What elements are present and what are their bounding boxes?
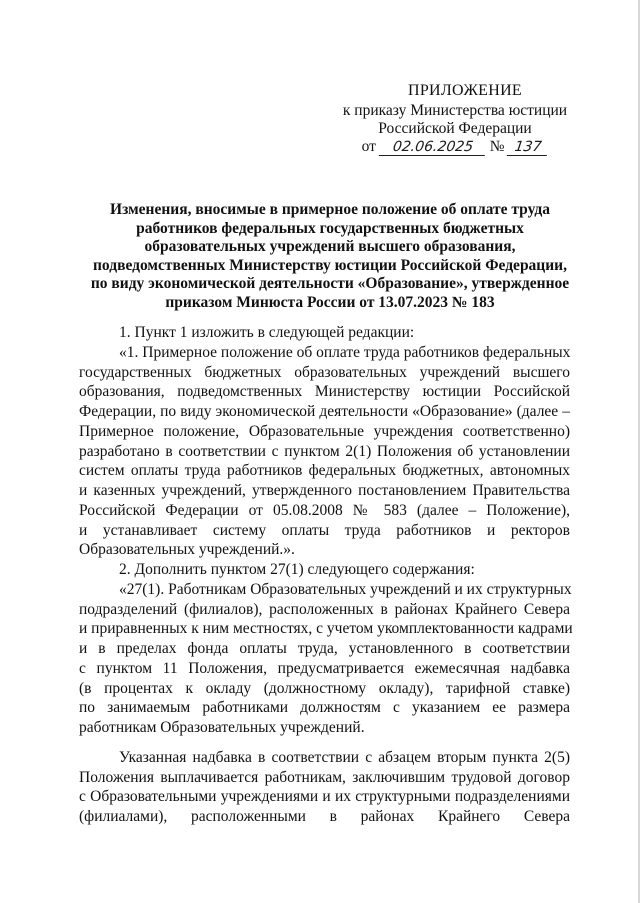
paragraph-4-line: работникам Образовательных учреждений. bbox=[79, 719, 365, 736]
title-line: приказом Минюста России от 13.07.2023 № 183 bbox=[165, 293, 495, 311]
paragraph-2-line: Примерное положение, Образовательные учреждения соответственно) bbox=[79, 422, 570, 440]
appendix-order-ref: к приказу Министерства юстиции bbox=[342, 102, 568, 119]
paragraph-4-line: (в процентах к окладу (должностному окладу), тарифной ставке) bbox=[79, 679, 570, 697]
paragraph-2-line: образования, подведомственных Министерству юстиции Российской bbox=[79, 383, 570, 401]
paragraph-1-line: 1. Пункт 1 изложить в следующей редакции: bbox=[119, 324, 415, 341]
paragraph-2-line: «1. Примерное положение об оплате труда работников федеральных bbox=[119, 343, 571, 361]
title-line: образовательных учреждений высшего образования, bbox=[144, 238, 516, 256]
paragraph-4-line: с пунктом 11 Положения, предусматривается ежемесячная надбавка bbox=[79, 659, 570, 677]
paragraph-4-line: «27(1). Работникам Образовательных учреждений и их структурных bbox=[119, 580, 572, 598]
title-line: Изменения, вносимые в примерное положение об оплате труда bbox=[110, 201, 550, 218]
paragraph-2-line: систем оплаты труда работников федеральных бюджетных, автономных bbox=[79, 462, 570, 480]
paragraph-3-line: 2. Дополнить пунктом 27(1) следующего содержания: bbox=[119, 561, 475, 578]
title-line: подведомственных Министерству юстиции Российской Федерации, bbox=[93, 256, 567, 274]
paragraph-5-line: Положения выплачивается работникам, заключившим трудовой договор bbox=[79, 768, 570, 786]
appendix-authority: Российской Федерации bbox=[378, 120, 532, 137]
number-label: № bbox=[489, 138, 505, 155]
paragraph-2-line: Образовательных учреждений.». bbox=[79, 541, 295, 559]
document-body bbox=[79, 323, 573, 827]
title-line: по виду экономической деятельности «Образование», утвержденное bbox=[90, 275, 570, 293]
paragraph-gap bbox=[79, 738, 570, 748]
appendix-title: ПРИЛОЖЕНИЕ bbox=[407, 82, 522, 99]
paragraph-5-line: Указанная надбавка в соответствии с абзацем вторым пункта 2(5) bbox=[119, 748, 570, 766]
paragraph-2-line: и устанавливает систему оплаты труда работников и ректоров bbox=[79, 521, 570, 539]
document-title bbox=[70, 201, 590, 313]
handwritten-date: 02.06.2025 bbox=[379, 139, 487, 156]
paragraph-4-line: по занимаемым работниками должностям с указанием ее размера bbox=[79, 699, 570, 717]
order-date-number bbox=[330, 138, 580, 156]
paragraph-4-line: и приравненных к ним местностях, с учетом укомплектованности кадрами bbox=[79, 620, 573, 638]
paragraph-4-line: и в пределах фонда оплаты труда, установленного в соответствии bbox=[79, 640, 570, 657]
paragraph-2-line: государственных бюджетных образовательных учреждений высшего bbox=[79, 363, 570, 381]
title-line: работников федеральных государственных бюджетных bbox=[136, 219, 524, 237]
appendix-header bbox=[330, 82, 580, 156]
paragraph-4-line: подразделений (филиалов), расположенных в районах Крайнего Севера bbox=[79, 600, 570, 618]
handwritten-number: 137 bbox=[507, 139, 549, 156]
paragraph-2-line: и казенных учреждений, утвержденного постановлением Правительства bbox=[79, 482, 570, 499]
paragraph-5-line: (филиалами), расположенными в районах Крайнего Севера bbox=[79, 808, 570, 825]
from-label: от bbox=[361, 138, 376, 155]
paragraph-5-line: с Образовательными учреждениями и их структурными подразделениями bbox=[79, 788, 570, 806]
paragraph-2-line: Федерации, по виду экономической деятельности «Образование» (далее – bbox=[79, 403, 570, 420]
paragraph-2-line: Российской Федерации от 05.08.2008 № 583 (далее – Положение), bbox=[79, 501, 570, 519]
paragraph-2-line: разработано в соответствии с пунктом 2(1) Положения об установлении bbox=[79, 442, 570, 460]
